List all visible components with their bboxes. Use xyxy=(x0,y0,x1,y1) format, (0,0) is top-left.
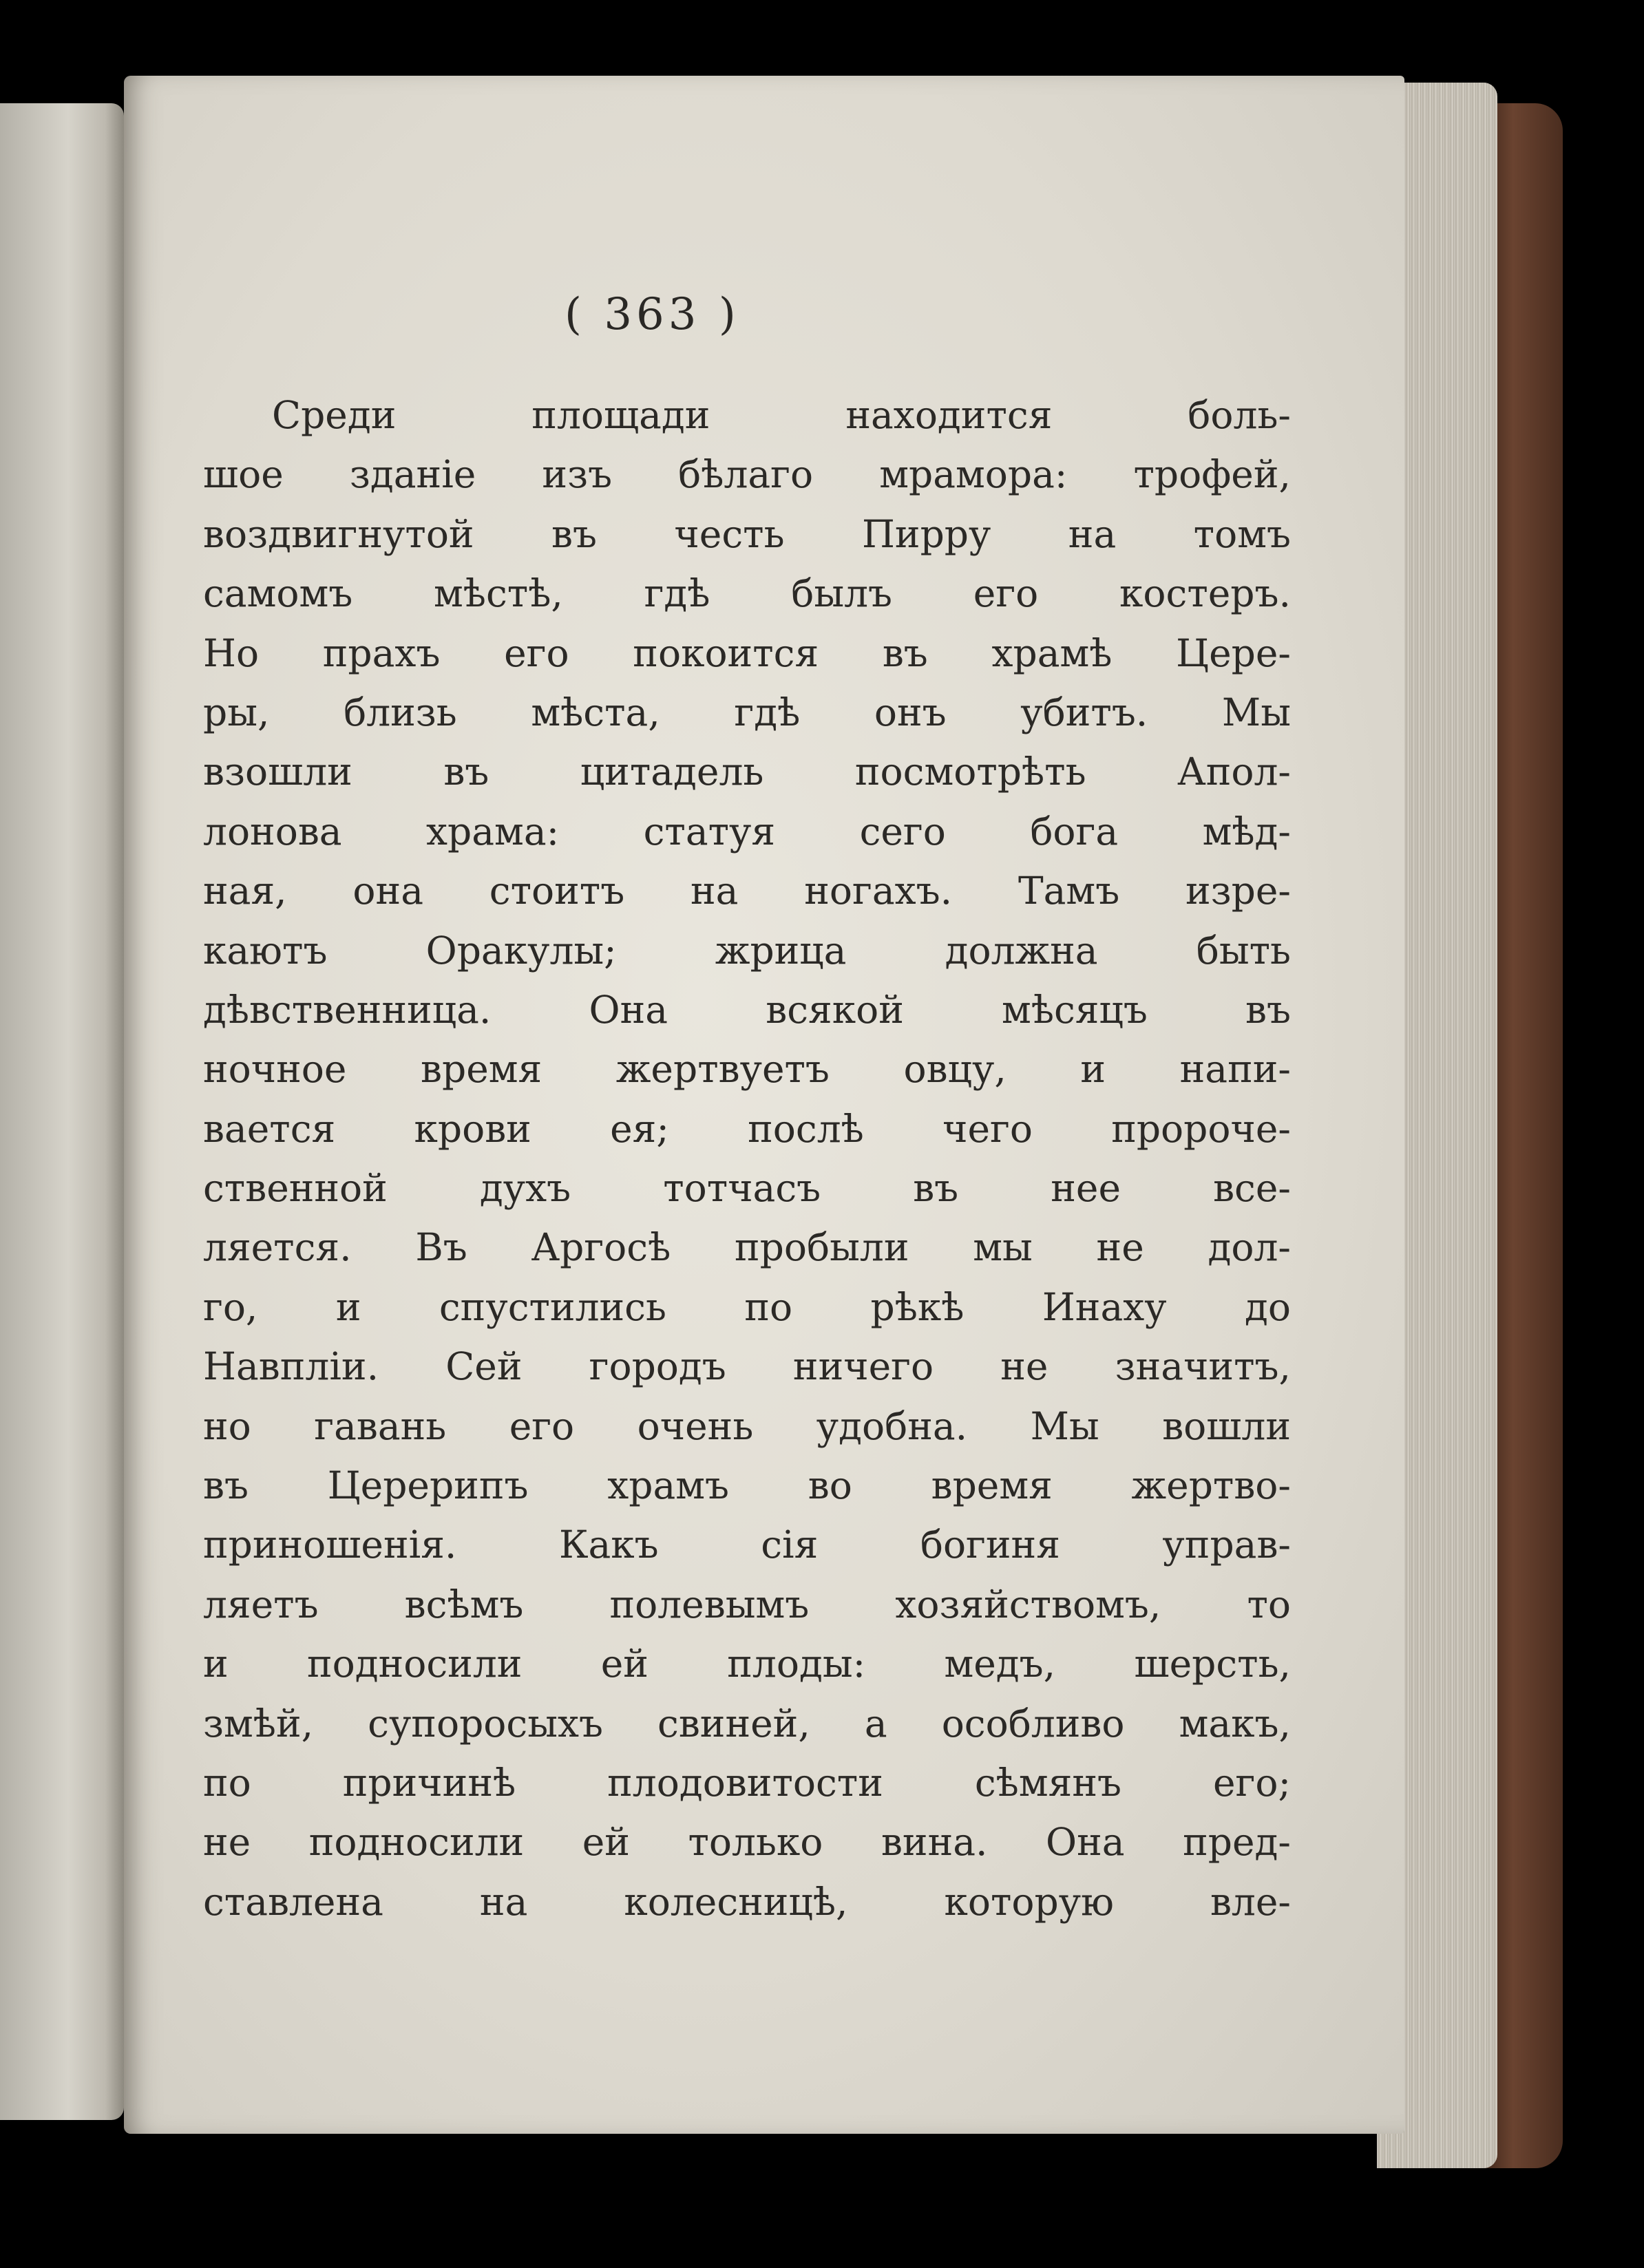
book-page xyxy=(124,76,1404,2134)
text-line: и подносили ей плоды: медъ, шерсть, xyxy=(203,1642,1291,1686)
text-line: каютъ Оракулы; жрица должна быть xyxy=(203,928,1291,973)
text-line: взошли въ цитадель посмотрѣть Апол- xyxy=(203,750,1291,794)
text-line: ночное время жертвуетъ овцу, и напи- xyxy=(203,1047,1291,1092)
text-line: ственной духъ тотчасъ въ нее все- xyxy=(203,1166,1291,1211)
text-line: Навпліи. Сей городъ ничего не значитъ, xyxy=(203,1344,1291,1389)
text-line: Но прахъ его покоится въ храмѣ Цере- xyxy=(203,630,1291,675)
text-line: го, и спустились по рѣкѣ Инаху до xyxy=(203,1284,1291,1329)
text-line: не подносили ей только вина. Она пред- xyxy=(203,1820,1291,1865)
text-line: но гавань его очень удобна. Мы вошли xyxy=(203,1403,1291,1448)
text-line: ляетъ всѣмъ полевымъ хозяйствомъ, то xyxy=(203,1582,1291,1626)
text-line: ставлена на колесницѣ, которую вле- xyxy=(203,1879,1291,1924)
text-line: самомъ мѣстѣ, гдѣ былъ его костеръ. xyxy=(203,571,1291,616)
text-line: дѣвственница. Она всякой мѣсяцъ въ xyxy=(203,987,1291,1032)
text-line: въ Церерипъ храмъ во время жертво- xyxy=(203,1463,1291,1508)
text-line: Среди площади находится боль- xyxy=(272,393,1291,437)
text-line: ры, близь мѣста, гдѣ онъ убитъ. Мы xyxy=(203,690,1291,734)
text-line: воздвигнутой въ честь Пирру на томъ xyxy=(203,511,1291,556)
text-line: лонова храма: статуя сего бога мѣд- xyxy=(203,809,1291,854)
text-line: шое зданіе изъ бѣлаго мрамора: трофей, xyxy=(203,452,1291,497)
text-line: ная, она стоитъ на ногахъ. Тамъ изре- xyxy=(203,869,1291,913)
left-page xyxy=(0,103,124,2120)
page-number: ( 363 ) xyxy=(565,289,740,340)
text-line: по причинѣ плодовитости сѣмянъ его; xyxy=(203,1760,1291,1805)
text-line: вается крови ея; послѣ чего пророче- xyxy=(203,1106,1291,1151)
page-text xyxy=(203,385,1291,1931)
text-line: змѣй, супоросыхъ свиней, а особливо макъ, xyxy=(203,1701,1291,1746)
text-line: приношенія. Какъ сія богиня управ- xyxy=(203,1523,1291,1567)
text-line: ляется. Въ Аргосѣ пробыли мы не дол- xyxy=(203,1225,1291,1270)
